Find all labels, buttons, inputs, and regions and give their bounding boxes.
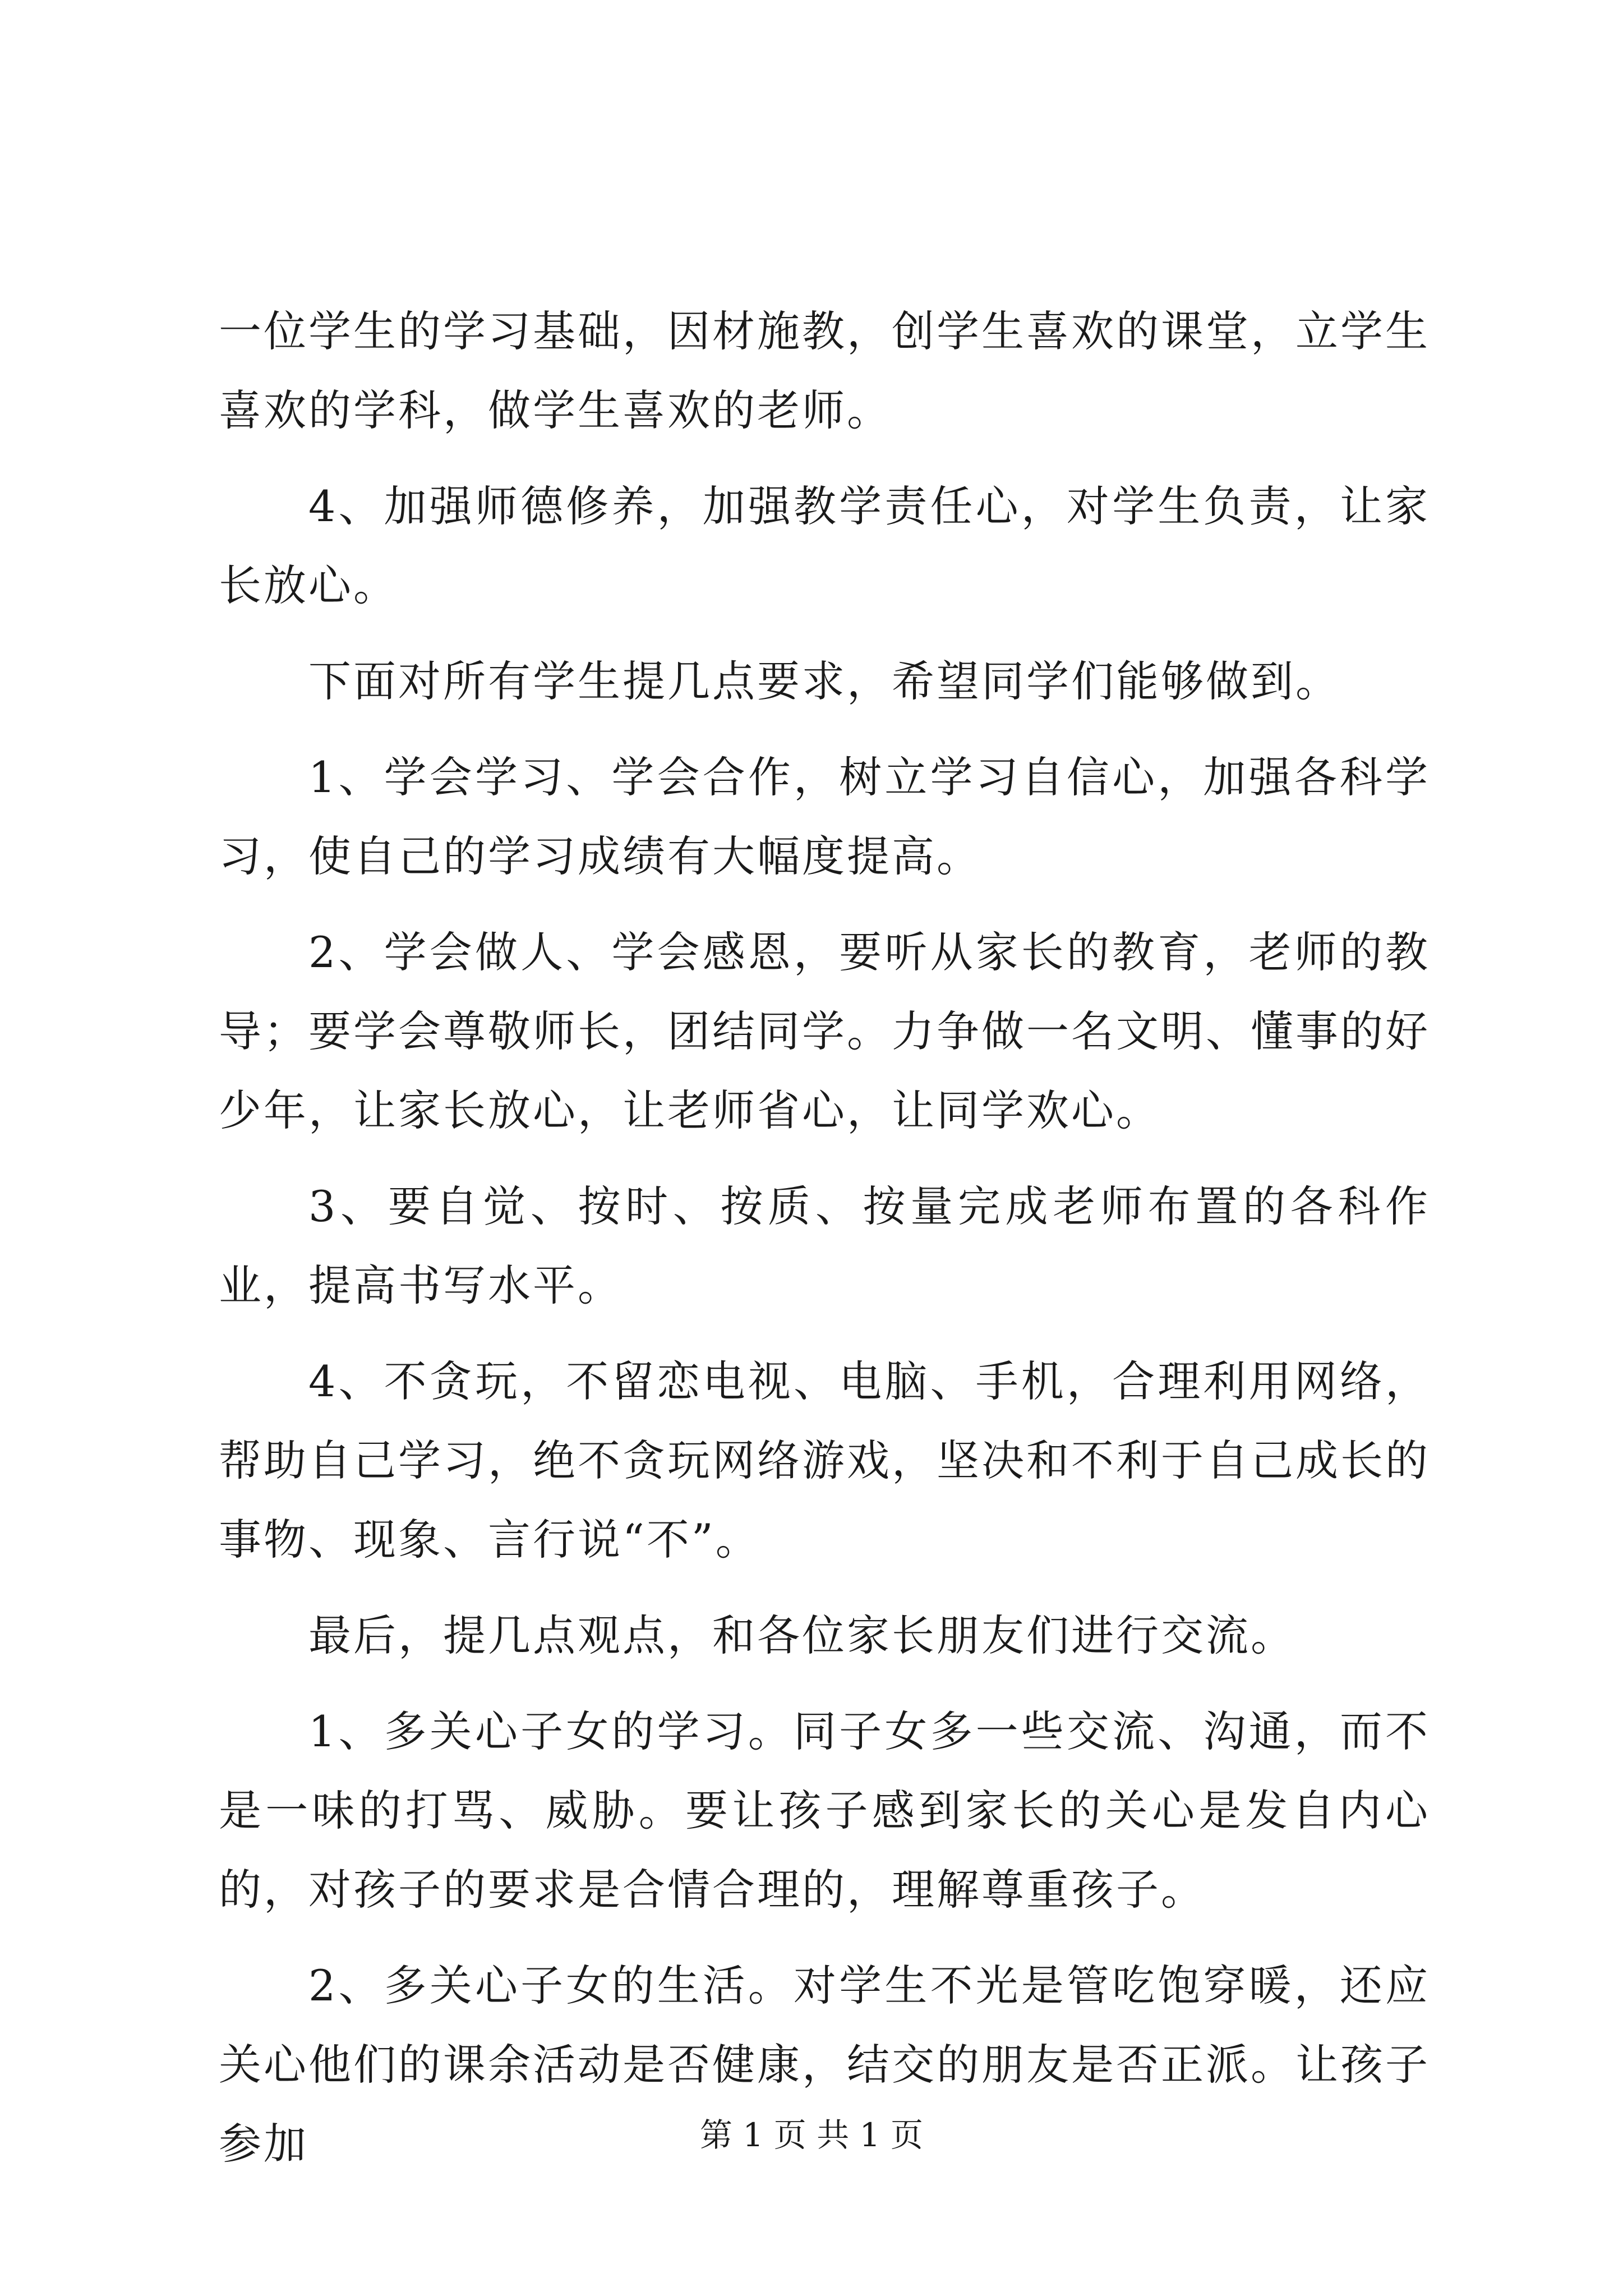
paragraph-10: 2、多关心子女的生活。对学生不光是管吃饱穿暖，还应关心他们的课余活动是否健康，结交的朋友是否正派。让孩子参加 bbox=[219, 1961, 1430, 2169]
paragraph-1: 一位学生的学习基础，因材施教，创学生喜欢的课堂，立学生喜欢的学科，做学生喜欢的老师。 bbox=[219, 306, 1430, 435]
paragraph-8: 最后，提几点观点，和各位家长朋友们进行交流。 bbox=[308, 1611, 1295, 1660]
paragraph-7: 4、不贪玩，不留恋电视、电脑、手机，合理利用网络，帮助自己学习，绝不贪玩网络游戏，坚决和不利于自己成长的事物、现象、言行说“不”。 bbox=[219, 1356, 1430, 1565]
paragraph-5: 2、学会做人、学会感恩，要听从家长的教育，老师的教导；要学会尊敬师长，团结同学。力争做一名文明、懂事的好少年，让家长放心，让老师省心，让同学欢心。 bbox=[219, 927, 1430, 1135]
document-body bbox=[219, 292, 1430, 2200]
paragraph-3: 下面对所有学生提几点要求，希望同学们能够做到。 bbox=[308, 656, 1340, 706]
page-footer: 第 1 页 共 1 页 bbox=[700, 2116, 923, 2154]
paragraph-6: 3、要自觉、按时、按质、按量完成老师布置的各科作业，提高书写水平。 bbox=[219, 1181, 1430, 1310]
paragraph-2: 4、加强师德修养，加强教学责任心，对学生负责，让家长放心。 bbox=[219, 481, 1430, 610]
paragraph-9: 1、多关心子女的学习。同子女多一些交流、沟通，而不是一味的打骂、威胁。要让孩子感到家长的关心是发自内心的，对孩子的要求是合情合理的，理解尊重孩子。 bbox=[219, 1706, 1430, 1915]
paragraph-4: 1、学会学习、学会合作，树立学习自信心，加强各科学习，使自己的学习成绩有大幅度提高。 bbox=[219, 752, 1430, 881]
